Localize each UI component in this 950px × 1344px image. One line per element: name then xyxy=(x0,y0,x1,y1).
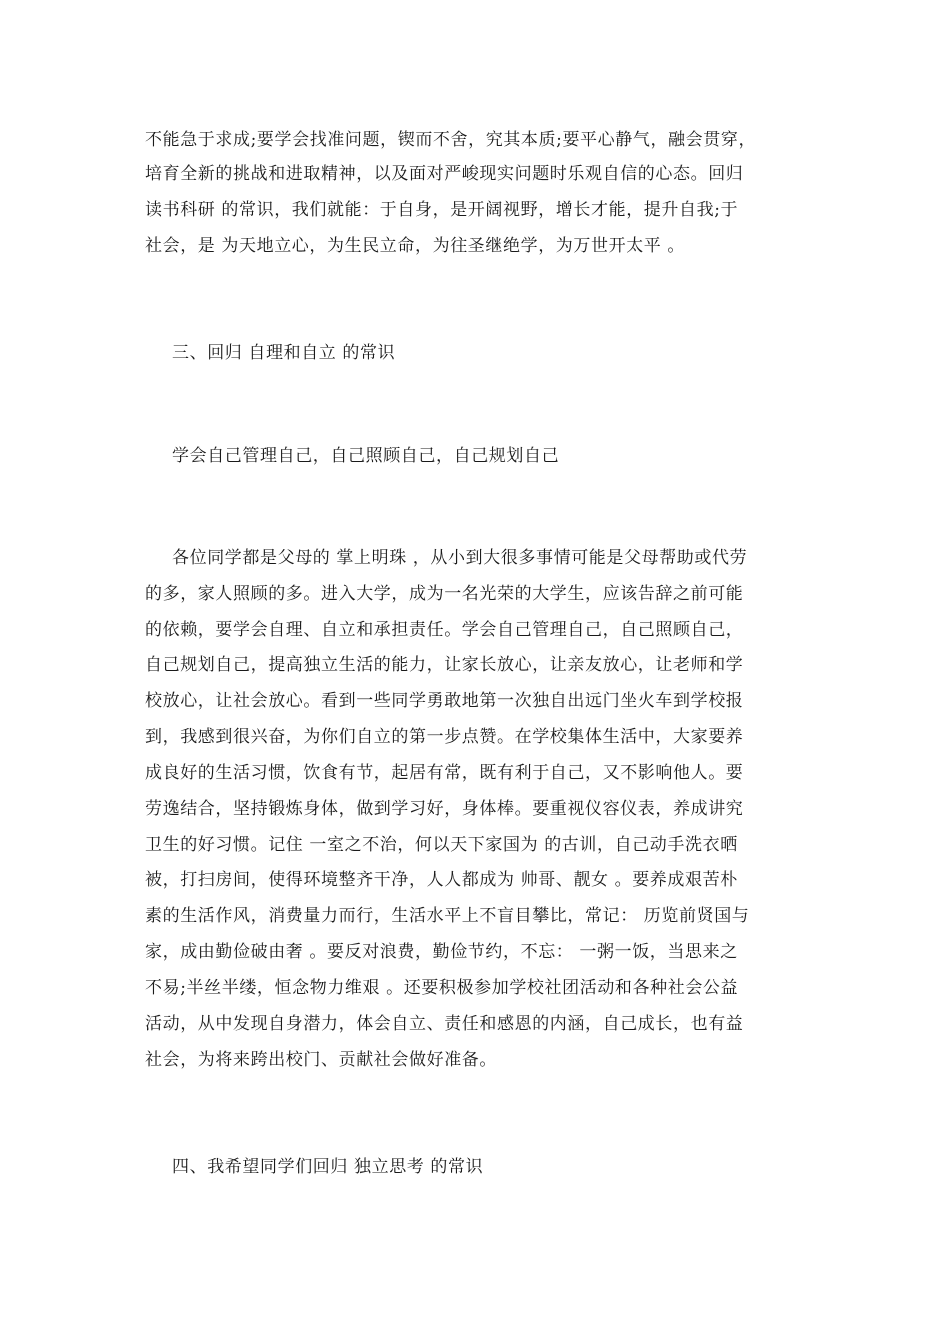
paragraph-line: 被，打扫房间，使得环境整齐干净，人人都成为 帅哥、靓女 。要养成艰苦朴 xyxy=(145,870,738,890)
paragraph-line: 社会，为将来跨出校门、贡献社会做好准备。 xyxy=(145,1050,497,1070)
section-subheading: 学会自己管理自己，自己照顾自己，自己规划自己 xyxy=(172,446,560,466)
paragraph-line: 读书科研 的常识，我们就能：于自身，是开阔视野，增长才能，提升自我;于 xyxy=(145,200,739,220)
paragraph-line: 校放心，让社会放心。看到一些同学勇敢地第一次独自出远门坐火车到学校报 xyxy=(145,691,744,711)
section-heading: 三、回归 自理和自立 的常识 xyxy=(172,343,396,363)
paragraph-line: 的多，家人照顾的多。进入大学，成为一名光荣的大学生，应该告辞之前可能 xyxy=(145,584,744,604)
paragraph-line: 不能急于求成;要学会找准问题，锲而不舍，究其本质;要平心静气，融会贯穿， xyxy=(145,130,757,150)
paragraph-line: 家，成由勤俭破由奢 。要反对浪费，勤俭节约，不忘： 一粥一饭，当思来之 xyxy=(145,942,738,962)
paragraph-line: 成良好的生活习惯，饮食有节，起居有常，既有利于自己，又不影响他人。要 xyxy=(145,763,744,783)
paragraph-line: 卫生的好习惯。记住 一室之不治，何以天下家国为 的古训，自己动手洗衣晒 xyxy=(145,835,738,855)
paragraph-line: 不易;半丝半缕，恒念物力维艰 。还要积极参加学校社团活动和各种社会公益 xyxy=(145,978,739,998)
paragraph-line: 到，我感到很兴奋，为你们自立的第一步点赞。在学校集体生活中，大家要养 xyxy=(145,727,744,747)
paragraph-line: 活动，从中发现自身潜力，体会自立、责任和感恩的内涵，自己成长，也有益 xyxy=(145,1014,744,1034)
paragraph-line: 各位同学都是父母的 掌上明珠 ，从小到大很多事情可能是父母帮助或代劳 xyxy=(172,548,748,568)
paragraph-line: 劳逸结合，坚持锻炼身体，做到学习好，身体棒。要重视仪容仪表，养成讲究 xyxy=(145,799,744,819)
paragraph-line: 的依赖，要学会自理、自立和承担责任。学会自己管理自己，自己照顾自己， xyxy=(145,620,744,640)
paragraph-line: 素的生活作风，消费量力而行，生活水平上不盲目攀比，常记： 历览前贤国与 xyxy=(145,906,750,926)
paragraph-line: 社会，是 为天地立心，为生民立命，为往圣继绝学，为万世开太平 。 xyxy=(145,236,686,256)
paragraph-line: 自己规划自己，提高独立生活的能力，让家长放心，让亲友放心，让老师和学 xyxy=(145,655,744,675)
section-heading: 四、我希望同学们回归 独立思考 的常识 xyxy=(172,1157,484,1177)
paragraph-line: 培育全新的挑战和进取精神，以及面对严峻现实问题时乐观自信的心态。回归 xyxy=(145,164,744,184)
